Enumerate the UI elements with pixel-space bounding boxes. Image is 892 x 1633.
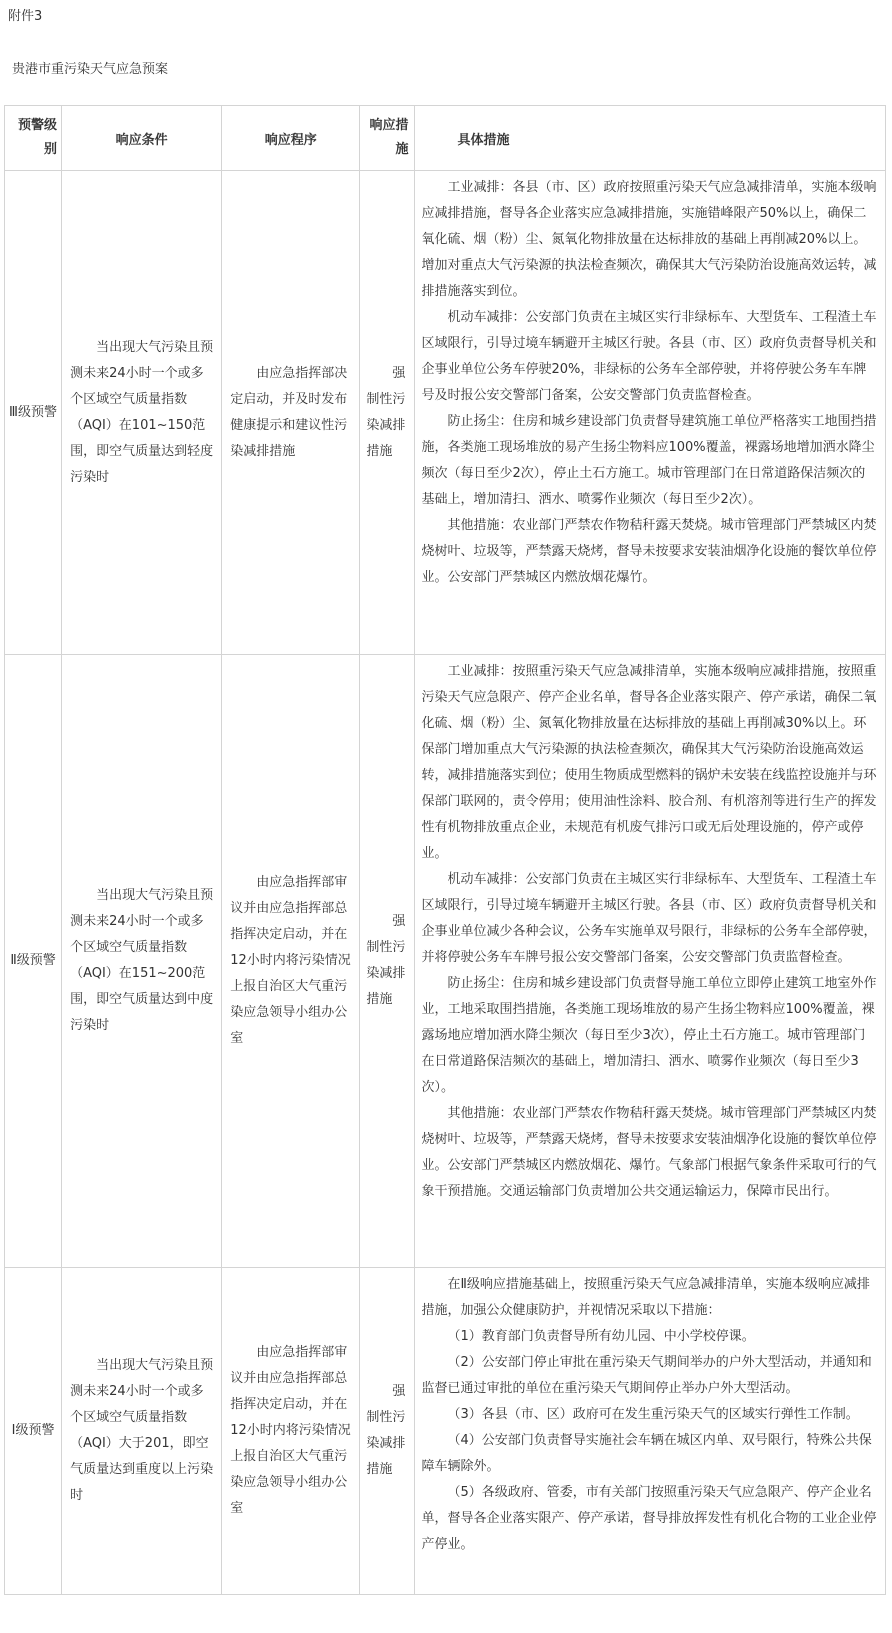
header-level: 预警级别 bbox=[5, 106, 62, 171]
measure-paragraph: 工业减排：按照重污染天气应急减排清单，实施本级响应减排措施，按照重污染天气应急限产、停产企业名单，督导各企业落实限产、停产承诺，确保二氧化硫、烟（粉）尘、氮氧化物排放量在达标排放的基础上再削减30%以上。环保部门增加重点大气污染源的执法检查频次，确保其大气污染防治设施高效运转，减排措施落实到位；使用生物质成型燃料的锅炉未安装在线监控设施并与环保部门联网的，责令停用；使用油性涂料、胶合剂、有机溶剂等进行生产的挥发性有机物排放重点企业，未规范有机废气排污口或无后处理设施的，停产或停业。 bbox=[421, 664, 877, 861]
specific-measures-cell bbox=[415, 171, 886, 655]
measure-paragraph: 其他措施：农业部门严禁农作物秸秆露天焚烧。城市管理部门严禁城区内焚烧树叶、垃圾等，严禁露天烧烤，督导未按要求安装油烟净化设施的餐饮单位停业。公安部门严禁城区内燃放烟花、爆竹。气象部门根据气象条件采取可行的气象干预措施。交通运输部门负责增加公共交通运输运力，保障市民出行。 bbox=[421, 1106, 877, 1199]
condition-cell: 当出现大气污染且预测未来24小时一个或多个区域空气质量指数（AQI）大于201，即空气质量达到重度以上污染时 bbox=[62, 1268, 222, 1595]
header-specific: 具体措施 bbox=[415, 106, 886, 171]
measure-paragraph: 防止扬尘：住房和城乡建设部门负责督导施工单位立即停止建筑工地室外作业，工地采取围挡措施，各类施工现场堆放的易产生扬尘物料应100%覆盖，裸露场地应增加洒水降尘频次（每日至少3次），停止土石方施工。城市管理部门在日常道路保洁频次的基础上，增加清扫、洒水、喷雾作业频次（每日至少3次）。 bbox=[421, 976, 877, 1095]
measure-list-item: （4）公安部门负责督导实施社会车辆在城区内单、双号限行，特殊公共保障车辆除外。 bbox=[421, 1433, 872, 1474]
measure-list-item: （2）公安部门停止审批在重污染天气期间举办的户外大型活动，并通知和监督已通过审批的单位在重污染天气期间停止举办户外大型活动。 bbox=[421, 1355, 872, 1396]
measure-paragraph: 在Ⅱ级响应措施基础上，按照重污染天气应急减排清单，实施本级响应减排措施，加强公众健康防护，并视情况采取以下措施： bbox=[421, 1277, 870, 1318]
measure-list-item: （3）各县（市、区）政府可在发生重污染天气的区域实行弹性工作制。 bbox=[447, 1407, 859, 1422]
specific-measures-cell bbox=[415, 655, 886, 1268]
header-procedure: 响应程序 bbox=[222, 106, 360, 171]
measure-list-item: （1）教育部门负责督导所有幼儿园、中小学校停课。 bbox=[447, 1329, 755, 1344]
measure-paragraph: 防止扬尘：住房和城乡建设部门负责督导建筑施工单位严格落实工地围挡措施，各类施工现场堆放的易产生扬尘物料应100%覆盖，裸露场地增加洒水降尘频次（每日至少2次），停止土石方施工。城市管理部门在日常道路保洁频次的基础上，增加清扫、洒水、喷雾作业频次（每日至少2次）。 bbox=[421, 414, 877, 507]
procedure-cell: 由应急指挥部决定启动，并及时发布健康提示和建议性污染减排措施 bbox=[222, 171, 360, 655]
measure-list-item: （5）各级政府、管委，市有关部门按照重污染天气应急限产、停产企业名单，督导各企业落实限产、停产承诺，督导排放挥发性有机化合物的工业企业停产停业。 bbox=[421, 1485, 877, 1552]
condition-cell: 当出现大气污染且预测未来24小时一个或多个区域空气质量指数（AQI）在151~200范围，即空气质量达到中度污染时 bbox=[62, 655, 222, 1268]
specific-measures-cell bbox=[415, 1268, 886, 1595]
level-cell: Ⅱ级预警 bbox=[5, 655, 62, 1268]
level-cell: Ⅰ级预警 bbox=[5, 1268, 62, 1595]
document-title: 贵港市重污染天气应急预案 bbox=[12, 62, 169, 77]
table-header-row bbox=[5, 106, 886, 171]
measure-paragraph: 其他措施：农业部门严禁农作物秸秆露天焚烧。城市管理部门严禁城区内焚烧树叶、垃圾等，严禁露天烧烤，督导未按要求安装油烟净化设施的餐饮单位停业。公安部门严禁城区内燃放烟花爆竹。 bbox=[421, 518, 877, 585]
measure-paragraph: 机动车减排：公安部门负责在主城区实行非绿标车、大型货车、工程渣土车区域限行，引导过境车辆避开主城区行驶。各县（市、区）政府负责督导机关和企事业单位减少各种会议，公务车实施单双号限行，非绿标的公务车全部停驶，并将停驶公务车车牌号报公安交警部门备案，公安交警部门负责监督检查。 bbox=[421, 872, 877, 965]
header-measure-type: 响应措施 bbox=[360, 106, 415, 171]
table-row bbox=[5, 171, 886, 655]
procedure-cell: 由应急指挥部审议并由应急指挥部总指挥决定启动，并在12小时内将污染情况上报自治区大气重污染应急领导小组办公室 bbox=[222, 1268, 360, 1595]
measure-type-cell: 强制性污染减排措施 bbox=[360, 655, 415, 1268]
attachment-label: 附件3 bbox=[8, 9, 43, 24]
emergency-plan-table bbox=[4, 105, 886, 1595]
condition-cell: 当出现大气污染且预测未来24小时一个或多个区域空气质量指数（AQI）在101~150范围，即空气质量达到轻度污染时 bbox=[62, 171, 222, 655]
table-row bbox=[5, 1268, 886, 1595]
level-cell: Ⅲ级预警 bbox=[5, 171, 62, 655]
measure-type-cell: 强制性污染减排措施 bbox=[360, 1268, 415, 1595]
header-condition: 响应条件 bbox=[62, 106, 222, 171]
measure-type-cell: 强制性污染减排措施 bbox=[360, 171, 415, 655]
table-row bbox=[5, 655, 886, 1268]
measure-paragraph: 机动车减排：公安部门负责在主城区实行非绿标车、大型货车、工程渣土车区域限行，引导过境车辆避开主城区行驶。各县（市、区）政府负责督导机关和企事业单位公务车停驶20%，非绿标的公务车全部停驶，并将停驶公务车车牌号及时报公安交警部门备案，公安交警部门负责监督检查。 bbox=[421, 310, 877, 403]
procedure-cell: 由应急指挥部审议并由应急指挥部总指挥决定启动，并在12小时内将污染情况上报自治区大气重污染应急领导小组办公室 bbox=[222, 655, 360, 1268]
measure-paragraph: 工业减排：各县（市、区）政府按照重污染天气应急减排清单，实施本级响应减排措施，督导各企业落实应急减排措施，实施错峰限产50%以上，确保二氧化硫、烟（粉）尘、氮氧化物排放量在达标排放的基础上再削减20%以上。增加对重点大气污染源的执法检查频次，确保其大气污染防治设施高效运转，减排措施落实到位。 bbox=[421, 180, 877, 299]
